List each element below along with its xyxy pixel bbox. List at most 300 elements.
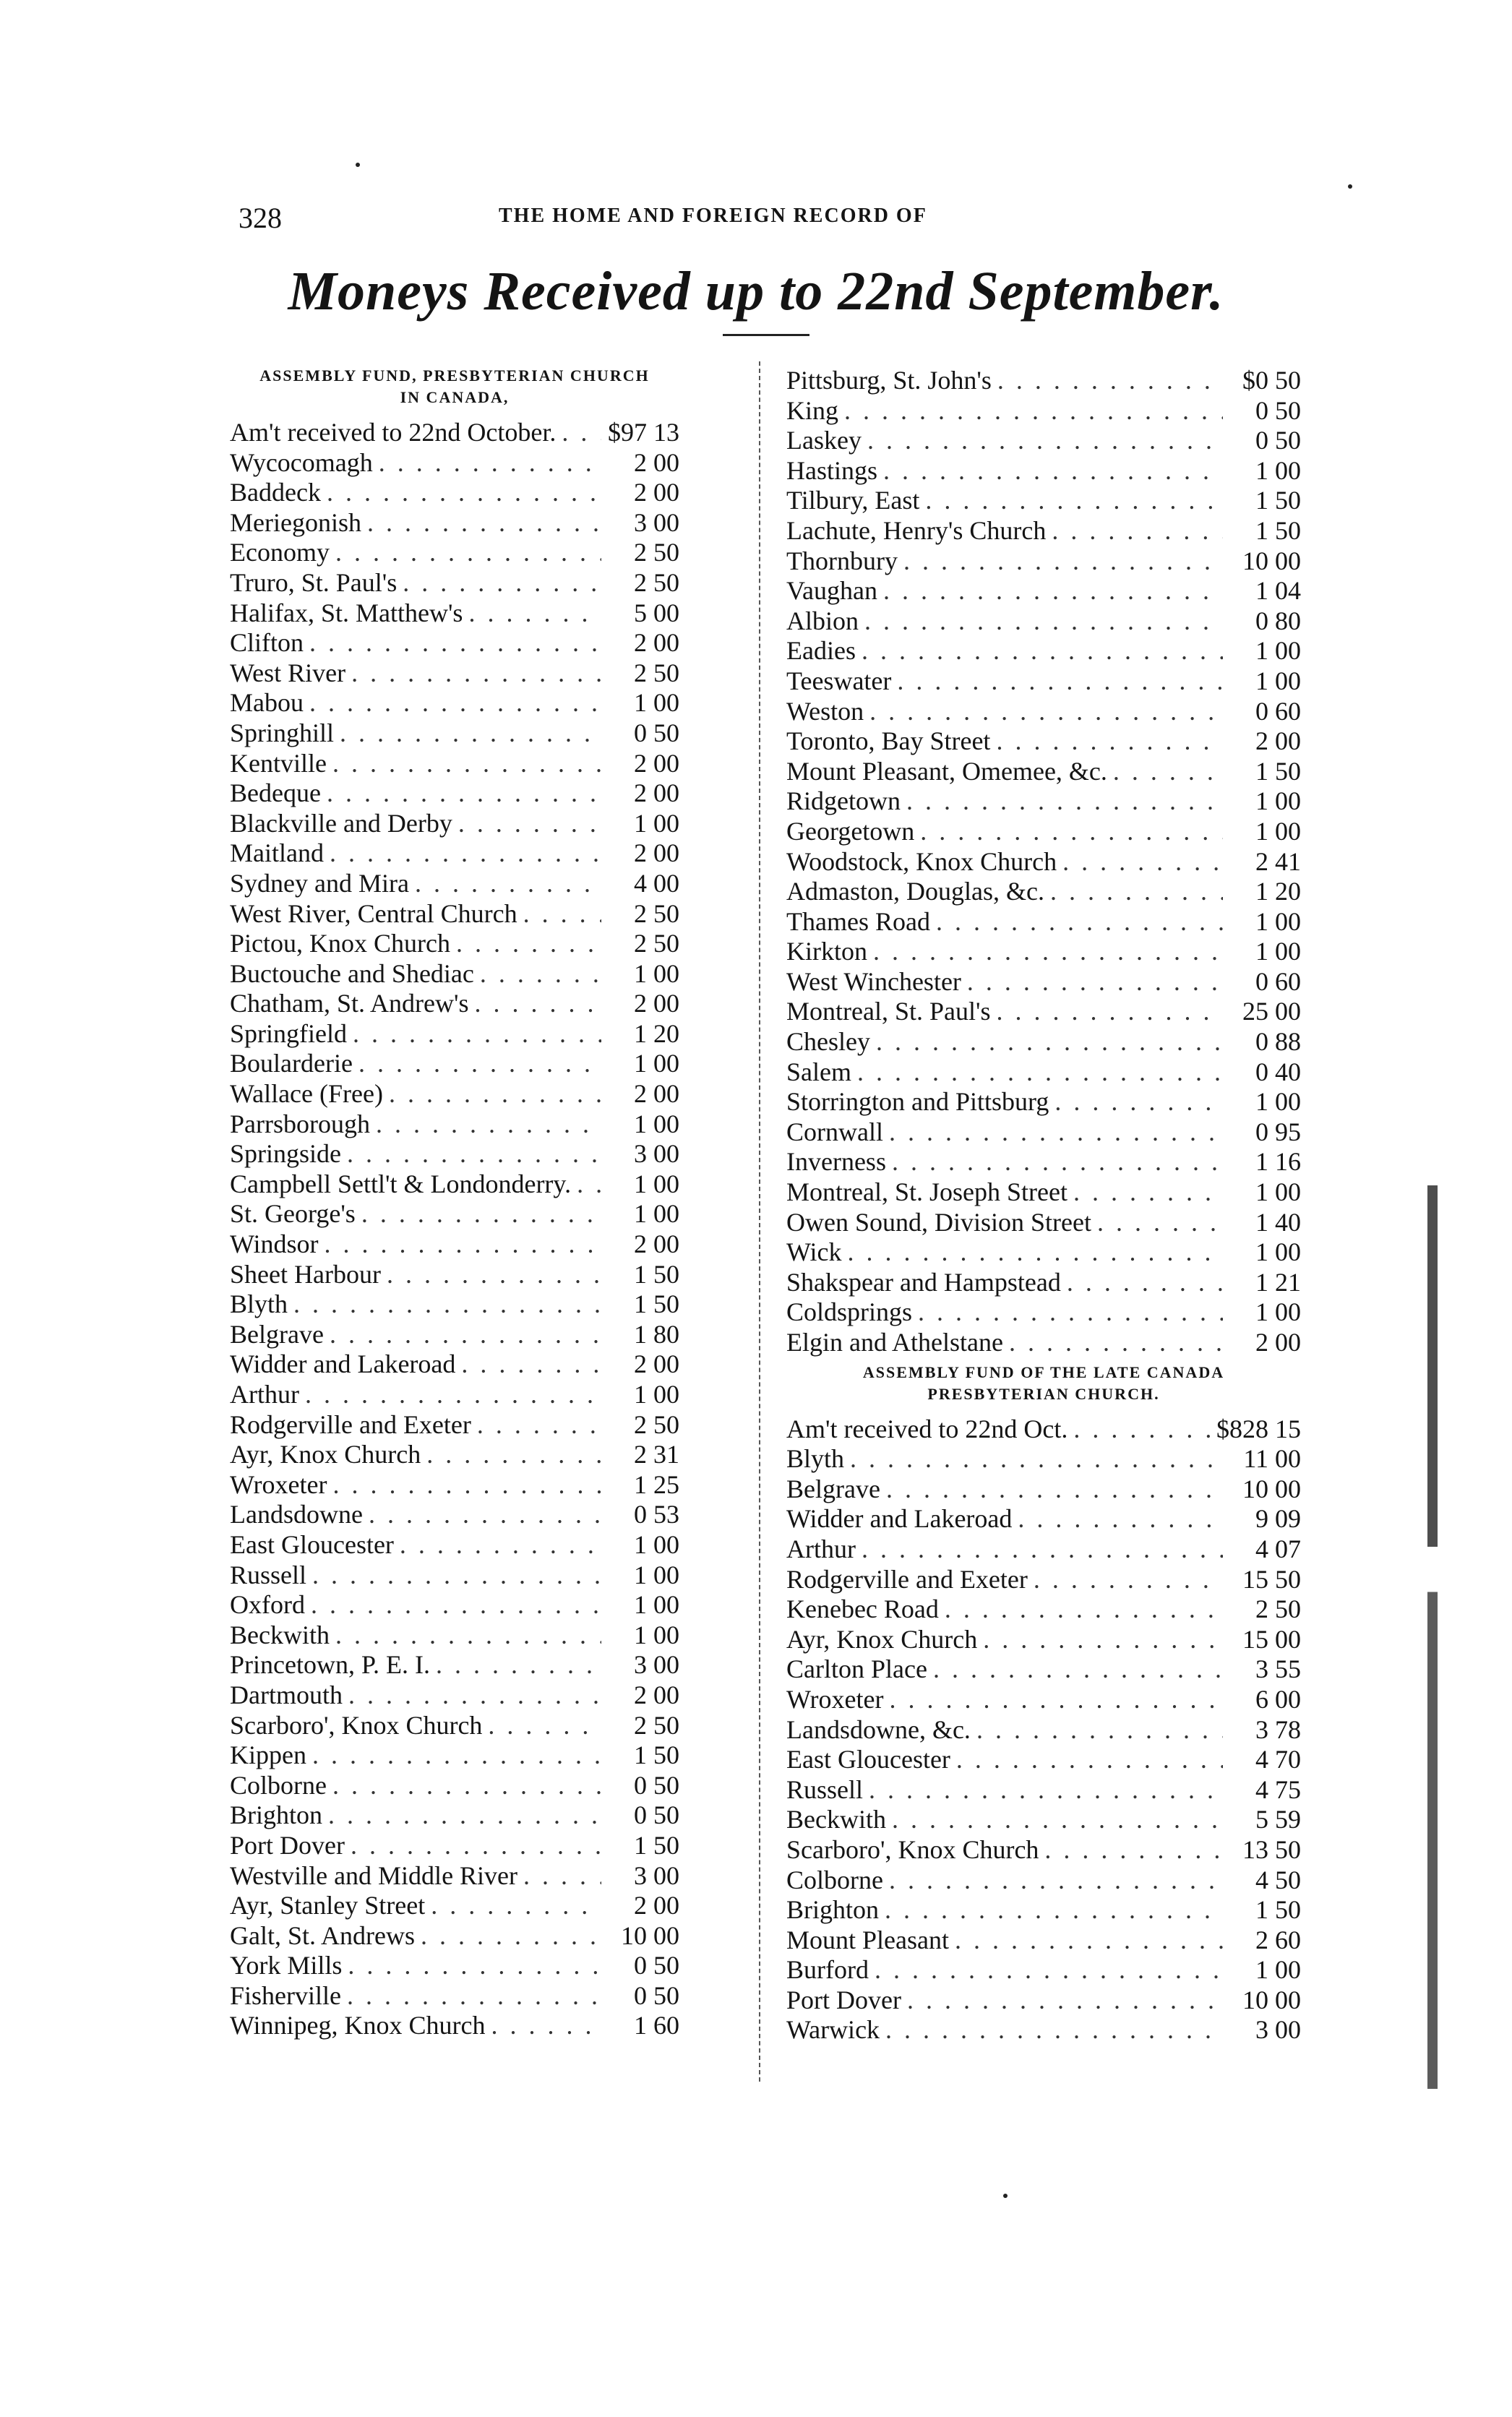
ledger-row-amount: 1 60: [634, 2011, 679, 2040]
ledger-row-amount: 3 00: [634, 1650, 679, 1680]
ledger-row-name: Woodstock, Knox Church: [786, 846, 1057, 876]
leader-dots: [488, 1710, 601, 1740]
ledger-row-amount: 1 20: [634, 1018, 679, 1048]
ledger-row-name: Ayr, Stanley Street: [230, 1891, 426, 1920]
right-ledger-list: [786, 365, 1301, 1357]
ledger-row-amount: $97 13: [608, 418, 679, 447]
ledger-row: [786, 395, 1301, 426]
ledger-row-amount: 4 70: [1255, 1745, 1301, 1774]
ledger-row-name: Buctouche and Shediac: [230, 958, 474, 988]
ledger-row-name: Mabou: [230, 688, 304, 718]
ledger-row: [230, 1830, 679, 1860]
leader-dots: [967, 966, 1223, 997]
leader-dots: [862, 1534, 1223, 1564]
ledger-row: [230, 1078, 679, 1109]
leader-dots: [848, 1237, 1223, 1267]
ledger-row-name: Weston: [786, 696, 864, 726]
leader-dots: [885, 2014, 1223, 2045]
ledger-row: [230, 778, 679, 808]
ledger-row-name: Colborne: [786, 1865, 883, 1894]
ledger-row-name: Springfield: [230, 1018, 347, 1048]
ledger-row-name: Ridgetown: [786, 786, 901, 816]
leader-dots: [933, 1654, 1223, 1684]
leader-dots: [332, 1770, 601, 1800]
leader-dots: [857, 1057, 1223, 1087]
leader-dots: [458, 808, 601, 838]
ledger-row: [230, 1379, 679, 1409]
ledger-row-amount: 2 00: [634, 628, 679, 658]
ledger-row-amount: 1 50: [1255, 756, 1301, 786]
ledger-row-amount: 2 00: [1255, 726, 1301, 756]
leader-dots: [367, 507, 601, 538]
ledger-row-amount: 1 00: [634, 1529, 679, 1559]
ledger-row-name: Wycocomagh: [230, 447, 373, 477]
leader-dots: [309, 627, 601, 658]
page-number: 328: [239, 202, 282, 234]
ledger-row-amount: 2 00: [634, 447, 679, 477]
ledger-row-amount: 4 75: [1255, 1774, 1301, 1804]
leader-dots: [426, 1439, 601, 1469]
ledger-row-amount: $0 50: [1242, 366, 1301, 395]
ledger-row-amount: 15 50: [1242, 1564, 1301, 1594]
ledger-row: [230, 898, 679, 929]
leader-dots: [906, 786, 1223, 816]
ledger-row: [230, 507, 679, 538]
ledger-row-amount: 1 00: [634, 688, 679, 718]
ledger-row: [786, 1207, 1301, 1237]
ledger-row: [230, 1349, 679, 1379]
ledger-row-amount: 2 50: [634, 658, 679, 687]
ledger-row: [786, 575, 1301, 606]
ledger-row-amount: 1 00: [634, 1590, 679, 1620]
ledger-row-amount: 4 07: [1255, 1534, 1301, 1563]
ledger-row-amount: 3 00: [634, 1860, 679, 1890]
scan-speck: [1003, 2194, 1008, 2198]
ledger-row-amount: 0 40: [1255, 1057, 1301, 1086]
ledger-row-name: Mount Pleasant, Omemee, &c.: [786, 756, 1107, 786]
ledger-row: [230, 1289, 679, 1319]
ledger-row-amount: 0 50: [1255, 426, 1301, 455]
ledger-row-amount: 1 50: [634, 1740, 679, 1770]
ledger-row-name: Springside: [230, 1139, 342, 1169]
ledger-row-amount: 1 00: [1255, 1177, 1301, 1207]
ledger-row-amount: 1 00: [634, 1380, 679, 1409]
ledger-row-name: Coldsprings: [786, 1297, 913, 1327]
ledger-row: [786, 546, 1301, 576]
leader-dots: [389, 1078, 601, 1109]
leader-dots: [996, 726, 1223, 756]
ledger-row-name: Chesley: [786, 1027, 870, 1057]
ledger-row-amount: 0 60: [1255, 966, 1301, 996]
leader-dots: [883, 575, 1223, 606]
leader-dots: [348, 1950, 601, 1980]
ledger-row-name: Galt, St. Andrews: [230, 1920, 415, 1950]
ledger-row: [230, 658, 679, 688]
ledger-row: [786, 876, 1301, 906]
ledger-row-name: Thames Road: [786, 906, 930, 936]
leader-dots: [925, 485, 1223, 515]
ledger-row: [230, 928, 679, 958]
ledger-row-amount: 10 00: [621, 1920, 679, 1950]
ledger-row-name: Rodgerville and Exeter: [230, 1409, 471, 1439]
leader-dots: [523, 898, 601, 929]
ledger-row-name: King: [786, 395, 838, 425]
ledger-row-name: Blackville and Derby: [230, 808, 452, 838]
ledger-row: [230, 1589, 679, 1620]
ledger-row-amount: 1 50: [634, 1830, 679, 1860]
late-canada-fund-heading: [786, 1362, 1301, 1405]
ledger-row-name: Laskey: [786, 426, 862, 455]
ledger-row: [786, 786, 1301, 816]
leader-dots: [1073, 1177, 1223, 1207]
ledger-row-amount: 1 00: [634, 808, 679, 838]
ledger-row-name: Meriegonish: [230, 507, 361, 537]
ledger-row-name: Parrsborough: [230, 1109, 370, 1138]
ledger-row-amount: 1 50: [1255, 515, 1301, 545]
ledger-row-name: Baddeck: [230, 478, 321, 507]
ledger-row-amount: 1 00: [634, 1620, 679, 1649]
ledger-row-amount: 0 50: [634, 1800, 679, 1830]
leader-dots: [340, 718, 601, 748]
leader-dots: [348, 1680, 601, 1710]
ledger-row-amount: $828 15: [1216, 1414, 1301, 1443]
leader-dots: [920, 816, 1223, 846]
ledger-row-amount: 2 00: [634, 989, 679, 1018]
ledger-row-name: Kentville: [230, 748, 327, 778]
ledger-row-name: Brighton: [786, 1895, 880, 1925]
title-rule: [723, 334, 809, 336]
leader-dots: [867, 425, 1223, 455]
ledger-row: [786, 1177, 1301, 1207]
leader-dots: [461, 1349, 601, 1379]
ledger-row: [230, 1710, 679, 1740]
ledger-row-name: Arthur: [230, 1380, 299, 1409]
leader-dots: [955, 1925, 1223, 1955]
ledger-row-name: Salem: [786, 1057, 851, 1086]
ledger-row-amount: 2 00: [634, 838, 679, 868]
leader-dots: [358, 1048, 601, 1078]
ledger-row: [786, 606, 1301, 636]
ledger-row: [230, 808, 679, 838]
ledger-row: [786, 515, 1301, 546]
ledger-row: [786, 1086, 1301, 1117]
leader-dots: [327, 778, 601, 808]
leader-dots: [577, 1169, 601, 1199]
ledger-row-amount: 9 09: [1255, 1504, 1301, 1534]
leader-dots: [379, 447, 601, 478]
column-divider: [759, 361, 760, 2082]
ledger-row-amount: 1 21: [1255, 1267, 1301, 1297]
ledger-row-amount: 5 00: [634, 598, 679, 627]
ledger-row-name: Clifton: [230, 628, 304, 658]
ledger-row: [230, 598, 679, 628]
ledger-row-amount: 1 50: [1255, 486, 1301, 515]
ledger-row: [786, 756, 1301, 786]
leader-dots: [956, 1744, 1223, 1774]
leader-dots: [1018, 1503, 1223, 1534]
ledger-row: [230, 988, 679, 1018]
leader-dots: [456, 928, 601, 958]
ledger-row-amount: 0 80: [1255, 606, 1301, 635]
ledger-row: [786, 726, 1301, 756]
ledger-row-name: Toronto, Bay Street: [786, 726, 991, 756]
leader-dots: [1113, 756, 1223, 786]
ledger-row-amount: 1 00: [1255, 636, 1301, 666]
leader-dots: [562, 417, 601, 447]
scan-speck: [1348, 184, 1352, 189]
ledger-row-name: Brighton: [230, 1800, 323, 1830]
ledger-row: [786, 666, 1301, 696]
ledger-row: [230, 1560, 679, 1590]
ledger-row: [786, 1804, 1301, 1834]
leader-dots: [1054, 1086, 1223, 1117]
ledger-row-amount: 3 55: [1255, 1654, 1301, 1684]
ledger-row: [230, 1529, 679, 1560]
ledger-row-name: Belgrave: [786, 1474, 880, 1503]
ledger-row-amount: 1 00: [1255, 937, 1301, 966]
ledger-row-name: Elgin and Athelstane: [786, 1328, 1003, 1357]
ledger-row-amount: 1 00: [1255, 786, 1301, 816]
heading-line-2: IN CANADA,: [400, 388, 510, 406]
ledger-row-amount: 10 00: [1242, 546, 1301, 575]
leader-dots: [869, 696, 1223, 726]
leader-dots: [1067, 1267, 1223, 1297]
leader-dots: [474, 988, 601, 1018]
leader-dots: [311, 1589, 601, 1620]
ledger-row-name: Teeswater: [786, 666, 892, 695]
ledger-row: [786, 1414, 1301, 1444]
leader-dots: [885, 1894, 1223, 1925]
ledger-row-name: Kippen: [230, 1740, 306, 1770]
ledger-row-name: Thornbury: [786, 546, 898, 575]
leader-dots: [864, 606, 1223, 636]
ledger-row-name: West River, Central Church: [230, 898, 517, 928]
leader-dots: [347, 1138, 601, 1169]
ledger-row-name: Wroxeter: [786, 1684, 884, 1714]
running-head: THE HOME AND FOREIGN RECORD OF: [499, 205, 927, 227]
ledger-row-amount: 1 00: [634, 1560, 679, 1589]
ledger-row-amount: 15 00: [1242, 1624, 1301, 1654]
ledger-row-amount: 1 00: [1255, 816, 1301, 846]
ledger-row-name: Economy: [230, 538, 330, 567]
leader-dots: [327, 477, 601, 507]
leader-dots: [892, 1804, 1223, 1834]
leader-dots: [335, 1620, 601, 1650]
ledger-row-amount: 2 00: [1255, 1328, 1301, 1357]
ledger-row-amount: 1 00: [1255, 1237, 1301, 1267]
heading2-line-2: PRESBYTERIAN CHURCH.: [927, 1384, 1160, 1403]
ledger-row: [786, 365, 1301, 395]
ledger-row-amount: 1 00: [634, 1199, 679, 1229]
ledger-row-name: Lachute, Henry's Church: [786, 515, 1047, 545]
ledger-row: [230, 417, 679, 447]
ledger-row-name: Beckwith: [230, 1620, 330, 1649]
ledger-row: [786, 1865, 1301, 1895]
leader-dots: [421, 1920, 601, 1951]
ledger-row-amount: 2 50: [634, 929, 679, 958]
ledger-row-name: Princetown, P. E. I.: [230, 1650, 430, 1680]
ledger-row: [786, 996, 1301, 1026]
assembly-fund-heading: [230, 365, 679, 408]
ledger-row: [786, 936, 1301, 966]
ledger-row-amount: 2 60: [1255, 1925, 1301, 1954]
leader-dots: [1052, 515, 1223, 546]
page-title: Moneys Received up to 22nd September.: [288, 261, 1224, 322]
ledger-row: [786, 1267, 1301, 1297]
ledger-row-amount: 2 00: [634, 778, 679, 808]
ledger-row-name: Burford: [786, 1955, 869, 1985]
leader-dots: [477, 1409, 601, 1440]
ledger-row-name: Springhill: [230, 718, 335, 747]
ledger-row: [230, 1439, 679, 1469]
ledger-row: [230, 1259, 679, 1289]
ledger-row: [230, 1409, 679, 1440]
ledger-row-name: Albion: [786, 606, 859, 635]
leader-dots: [1073, 1414, 1211, 1444]
ledger-row-name: Storrington and Pittsburg: [786, 1087, 1049, 1117]
leader-dots: [869, 1774, 1223, 1805]
ledger-row-amount: 1 50: [634, 1259, 679, 1289]
ledger-row: [230, 477, 679, 507]
ledger-row: [230, 447, 679, 478]
ledger-row: [230, 1018, 679, 1049]
heading-line-1: ASSEMBLY FUND, PRESBYTERIAN CHURCH: [259, 366, 650, 385]
ledger-row-name: Vaughan: [786, 576, 877, 606]
ledger-row: [230, 1860, 679, 1891]
ledger-row-name: Russell: [230, 1560, 307, 1589]
ledger-row: [786, 1026, 1301, 1057]
ledger-row-amount: 2 41: [1255, 846, 1301, 876]
leader-dots: [353, 1018, 601, 1049]
ledger-row-amount: 3 78: [1255, 1714, 1301, 1744]
leader-dots: [892, 1146, 1223, 1177]
ledger-row: [230, 748, 679, 778]
leader-dots: [330, 1319, 601, 1349]
scan-edge-marks: [1427, 1185, 1438, 2089]
ledger-row: [230, 958, 679, 989]
ledger-row: [786, 906, 1301, 937]
leader-dots: [361, 1198, 601, 1229]
ledger-row: [786, 1684, 1301, 1714]
leader-dots: [1044, 1834, 1223, 1865]
leader-dots: [876, 1026, 1223, 1057]
ledger-row: [786, 2014, 1301, 2045]
leader-dots: [332, 748, 601, 778]
ledger-row-name: Boularderie: [230, 1049, 353, 1078]
ledger-row-name: Widder and Lakeroad: [230, 1349, 456, 1379]
ledger-row-amount: 4 00: [634, 868, 679, 898]
ledger-row-name: Warwick: [786, 2015, 880, 2045]
leader-dots: [897, 666, 1223, 696]
ledger-row-name: Windsor: [230, 1229, 319, 1259]
ledger-row: [786, 635, 1301, 666]
ledger-row-amount: 6 00: [1255, 1684, 1301, 1714]
ledger-row-name: Carlton Place: [786, 1654, 927, 1684]
ledger-row-amount: 1 40: [1255, 1207, 1301, 1237]
leader-dots: [369, 1499, 601, 1529]
ledger-row: [230, 1740, 679, 1770]
ledger-row-amount: 3 00: [634, 1139, 679, 1169]
ledger-row: [230, 1198, 679, 1229]
ledger-row-name: Am't received to 22nd October.: [230, 418, 557, 447]
ledger-row-name: Maitland: [230, 838, 324, 868]
leader-dots: [491, 2010, 602, 2040]
ledger-row: [786, 816, 1301, 846]
ledger-row-name: Port Dover: [230, 1830, 345, 1860]
ledger-row-amount: 1 00: [1255, 1955, 1301, 1985]
ledger-row-name: Montreal, St. Joseph Street: [786, 1177, 1068, 1207]
ledger-row: [786, 1744, 1301, 1774]
ledger-row-name: Fisherville: [230, 1980, 341, 2010]
ledger-row-amount: 2 00: [634, 1680, 679, 1709]
ledger-row: [786, 455, 1301, 486]
ledger-row: [786, 1503, 1301, 1534]
late-canada-ledger-list: [786, 1414, 1301, 2045]
ledger-row-name: Oxford: [230, 1590, 305, 1620]
ledger-row: [230, 2010, 679, 2040]
ledger-row-amount: 1 00: [1255, 1087, 1301, 1117]
ledger-row-amount: 2 50: [634, 898, 679, 928]
ledger-row-amount: 0 50: [634, 1770, 679, 1800]
ledger-row: [230, 1950, 679, 1980]
ledger-row-amount: 2 50: [1255, 1594, 1301, 1624]
ledger-row: [786, 485, 1301, 515]
ledger-row-name: Kirkton: [786, 937, 867, 966]
ledger-row: [230, 1680, 679, 1710]
ledger-row: [786, 1237, 1301, 1267]
ledger-row-name: Winnipeg, Knox Church: [230, 2011, 486, 2040]
ledger-row-name: Scarboro', Knox Church: [230, 1710, 483, 1740]
leader-dots: [983, 1624, 1223, 1654]
ledger-row-amount: 2 31: [634, 1440, 679, 1469]
ledger-row-amount: 10 00: [1242, 1474, 1301, 1503]
ledger-row-name: Mount Pleasant: [786, 1925, 949, 1954]
leader-dots: [376, 1109, 601, 1139]
leader-dots: [1050, 876, 1223, 906]
ledger-row: [230, 1770, 679, 1800]
heading2-line-1: ASSEMBLY FUND OF THE LATE CANADA: [862, 1362, 1225, 1381]
ledger-row-amount: 1 25: [634, 1469, 679, 1499]
ledger-row-name: Chatham, St. Andrew's: [230, 989, 469, 1018]
ledger-row-amount: 2 00: [634, 748, 679, 778]
left-column: [230, 365, 679, 2040]
ledger-row-name: Arthur: [786, 1534, 856, 1563]
ledger-row-amount: 5 59: [1255, 1805, 1301, 1834]
ledger-row-amount: 1 50: [1255, 1895, 1301, 1925]
ledger-row-name: West River: [230, 658, 346, 687]
leader-dots: [873, 936, 1223, 966]
ledger-row-name: York Mills: [230, 1951, 343, 1980]
leader-dots: [1034, 1564, 1223, 1594]
ledger-row-amount: 0 50: [1255, 395, 1301, 425]
ledger-row-name: Dartmouth: [230, 1680, 343, 1709]
leader-dots: [431, 1890, 601, 1920]
ledger-row-amount: 1 00: [634, 1049, 679, 1078]
ledger-row: [230, 1169, 679, 1199]
ledger-row-name: Owen Sound, Division Street: [786, 1207, 1091, 1237]
ledger-row: [230, 1229, 679, 1259]
ledger-row-amount: 0 60: [1255, 696, 1301, 726]
ledger-row: [786, 1834, 1301, 1865]
leader-dots: [976, 1714, 1223, 1745]
leader-dots: [523, 1860, 601, 1891]
ledger-row-name: Port Dover: [786, 1985, 901, 2014]
ledger-row: [786, 1297, 1301, 1327]
ledger-row-name: Pictou, Knox Church: [230, 929, 450, 958]
ledger-row-name: Landsdowne, &c.: [786, 1714, 971, 1744]
scan-speck: [356, 163, 360, 167]
ledger-row: [786, 1985, 1301, 2015]
